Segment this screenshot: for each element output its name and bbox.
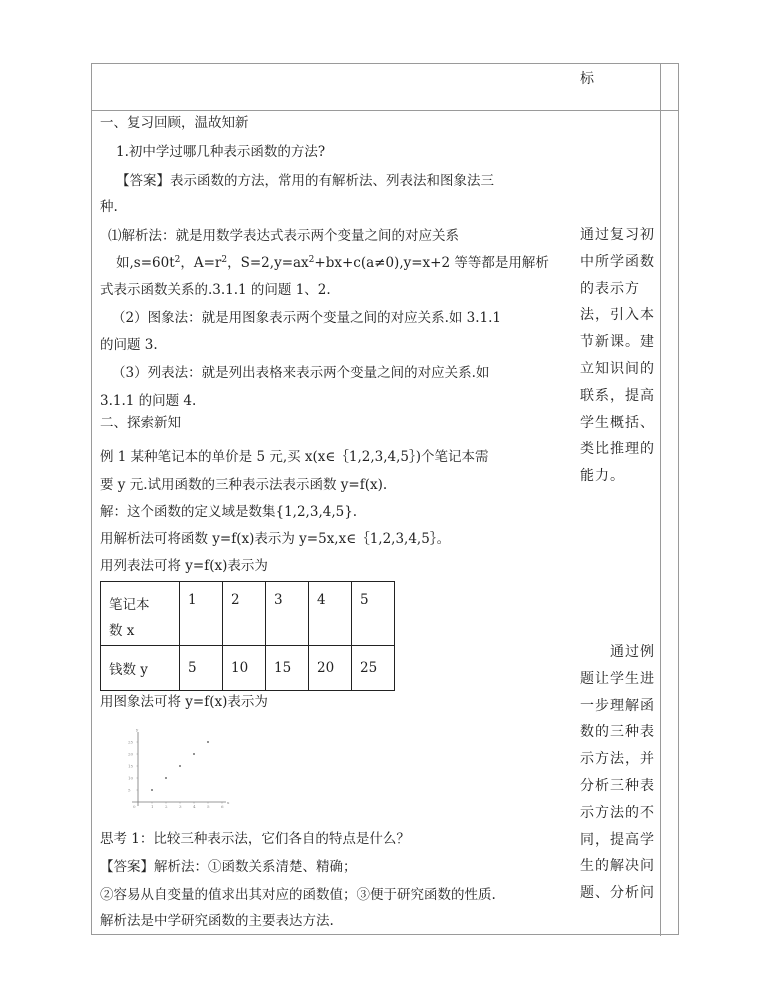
table-header-cell: 笔记本 数 x xyxy=(101,582,180,646)
note-line: 学生概括、 xyxy=(580,414,655,431)
table-cell: 20 xyxy=(309,646,352,691)
table-cell: 3 xyxy=(266,582,309,646)
note-line: 的表示方 xyxy=(580,280,640,297)
table-header-cell: 钱数 y xyxy=(101,646,180,691)
x-tick-label: 4 xyxy=(193,804,196,809)
list-method-line: 3.1.1 的问题 4. xyxy=(100,393,197,409)
table-cell: 5 xyxy=(352,582,395,646)
y-tick-label: 20 xyxy=(128,751,134,757)
note-line: 示方法，并 xyxy=(580,751,655,768)
section-review-heading: 一、复习回顾，温故知新 xyxy=(100,115,249,131)
x-tick-label: 5 xyxy=(207,804,210,809)
note-line: 分析三种表 xyxy=(580,778,655,794)
graph-method-caption: 用图象法可将 y=f(x)表示为 xyxy=(100,694,268,710)
solution-line: 用解析法可将函数 y=f(x)表示为 y=5x,x∈｛1,2,3,4,5｝。 xyxy=(100,531,451,547)
y-tick-label: 5 xyxy=(128,787,131,793)
review-question: 1.初中学过哪几种表示函数的方法? xyxy=(116,144,326,160)
analytic-method-line: 式表示函数关系的.3.1.1 的问题 1、2. xyxy=(100,282,331,298)
table-cell: 5 xyxy=(180,646,223,691)
y-tick-label: 10 xyxy=(128,775,134,781)
note-line: 题让学生进 xyxy=(580,670,655,687)
think-question: 思考 1：比较三种表示法，它们各自的特点是什么？ xyxy=(100,831,410,847)
answer-line: 解析法是中学研究函数的主要表达方法. xyxy=(100,913,334,929)
note-line: 通过例 xyxy=(610,644,655,660)
analytic-method-line: ⑴解析法：就是用数学表达式表示两个变量之间的对应关系 xyxy=(108,228,459,244)
header-right-cell: 标 xyxy=(580,71,595,87)
data-point xyxy=(193,753,195,755)
answer-line: 种. xyxy=(100,199,118,215)
solution-line: 用列表法可将 y=f(x)表示为 xyxy=(100,558,268,574)
answer-line: ②容易从自变量的值求出其对应的函数值；③便于研究函数的性质. xyxy=(100,887,496,903)
note-line: 同，提高学 xyxy=(580,831,655,848)
value-table xyxy=(100,581,395,691)
table-cell: 2 xyxy=(223,582,266,646)
example-line: 例 1 某种笔记本的单价是 5 元,买 x(x∈｛1,2,3,4,5｝)个笔记本需 xyxy=(100,449,489,465)
data-point xyxy=(179,765,181,767)
formula-examples-line: 如$,s=60t^2$，$A=r^2$，$S=2,y=ax^2+bx+c(a\ne 0),y=x+2$ 等等都是用解析 xyxy=(116,255,549,271)
table-cell: 1 xyxy=(180,582,223,646)
table-row xyxy=(101,646,395,691)
note-line: 一步理解函 xyxy=(580,697,655,714)
solution-line: 解：这个函数的定义域是数集{1,2,3,4,5}. xyxy=(100,504,358,520)
data-point xyxy=(165,777,167,779)
note-line: 通过复习初 xyxy=(580,227,655,243)
y-tick-label: 25 xyxy=(128,739,134,745)
scatter-plot xyxy=(120,722,232,812)
x-axis-label: x xyxy=(227,800,230,805)
table-row xyxy=(101,582,395,646)
section-explore-heading: 二、探索新知 xyxy=(100,415,181,431)
note-line: 法，引入本 xyxy=(580,307,655,324)
table-cell: 25 xyxy=(352,646,395,691)
list-method-line: （3）列表法：就是列出表格来表示两个变量之间的对应关系.如 xyxy=(112,365,490,381)
example-line: 要 y 元.试用函数的三种表示法表示函数 y=f(x). xyxy=(100,477,388,493)
column-divider xyxy=(660,64,661,936)
note-line: 数的三种表 xyxy=(580,724,655,741)
note-line: 能力。 xyxy=(580,468,625,485)
x-tick-label: 1 xyxy=(151,804,154,809)
note-line: 中所学函数 xyxy=(580,253,655,270)
x-tick-label: 3 xyxy=(179,804,182,809)
note-line: 示方法的不 xyxy=(580,804,655,821)
answer-line: 【答案】表示函数的方法，常用的有解析法、列表法和图象法三 xyxy=(116,173,494,189)
note-line: 节新课。建 xyxy=(580,334,655,351)
header-row-divider xyxy=(92,110,678,111)
table-cell: 15 xyxy=(266,646,309,691)
note-line: 题、分析问 xyxy=(580,885,655,902)
data-point xyxy=(207,741,209,743)
table-cell: 4 xyxy=(309,582,352,646)
data-point xyxy=(151,789,153,791)
table-cell: 10 xyxy=(223,646,266,691)
note-line: 联系，提高 xyxy=(580,387,655,404)
x-tick-label: 2 xyxy=(165,804,168,809)
y-axis-label: y xyxy=(136,727,139,732)
graph-method-line: 的问题 3. xyxy=(100,337,158,353)
note-line: 类比推理的 xyxy=(580,441,655,458)
answer-line: 【答案】解析法：①函数关系清楚、精确； xyxy=(100,859,357,875)
origin-label: 0 xyxy=(133,804,136,809)
y-tick-label: 15 xyxy=(128,763,134,769)
x-tick-label: 6 xyxy=(221,804,224,809)
graph-method-line: （2）图象法：就是用图象表示两个变量之间的对应关系.如 3.1.1 xyxy=(112,310,502,326)
note-line: 生的解决问 xyxy=(580,858,655,875)
note-line: 立知识间的 xyxy=(580,361,655,377)
